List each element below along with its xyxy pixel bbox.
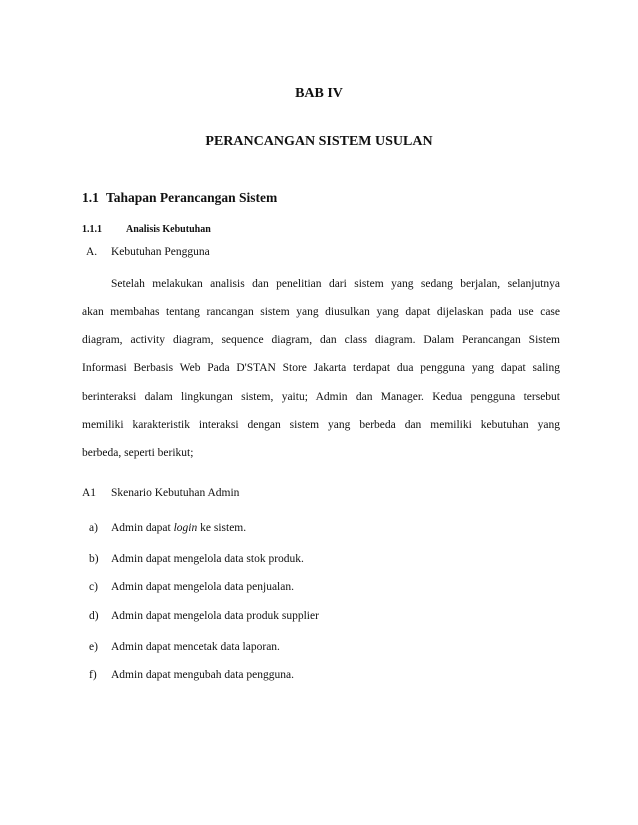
paragraph-line: berinteraksi dalam lingkungan sistem, yaitu; Admin dan Manager. Kedua pengguna tersebut [82, 391, 560, 403]
list-marker: d) [89, 610, 99, 622]
list-marker: c) [89, 581, 98, 593]
part-a-title: Kebutuhan Pengguna [111, 246, 210, 258]
list-text: Admin dapat login ke sistem. [111, 522, 247, 534]
list-marker: b) [89, 553, 99, 565]
paragraph-line: memiliki karakteristik interaksi dengan sistem yang berbeda dan memiliki kebutuhan yang [82, 419, 560, 431]
chapter-title: PERANCANGAN SISTEM USULAN [205, 134, 433, 149]
list-text: Admin dapat mencetak data laporan. [111, 641, 280, 653]
list-text: Admin dapat mengelola data penjualan. [111, 581, 294, 593]
paragraph-line: berbeda, seperti berikut; [82, 447, 194, 459]
list-marker: a) [89, 522, 98, 534]
list-text: Admin dapat mengelola data produk supplier [111, 610, 319, 622]
scenario-title: Skenario Kebutuhan Admin [111, 487, 240, 499]
scenario-label: A1 [82, 487, 97, 499]
subsection-title: Analisis Kebutuhan [126, 224, 211, 235]
list-marker: f) [89, 669, 97, 681]
list-text: Admin dapat mengubah data pengguna. [111, 669, 294, 681]
paragraph-line: diagram, activity diagram, sequence diagram, dan class diagram. Dalam Perancangan Sistem [82, 334, 560, 346]
section-number: 1.1 [82, 190, 99, 205]
subsection-number: 1.1.1 [82, 224, 102, 235]
paragraph-line: Setelah melakukan analisis dan penelitian dari sistem yang sedang berjalan, selanjutnya [111, 278, 560, 290]
chapter-label: BAB IV [295, 86, 343, 101]
section-title: Tahapan Perancangan Sistem [106, 190, 278, 205]
paragraph-line: akan membahas tentang rancangan sistem yang diusulkan yang dapat dijelaskan pada use case [82, 306, 560, 318]
list-marker: e) [89, 641, 98, 653]
list-text: Admin dapat mengelola data stok produk. [111, 553, 304, 565]
paragraph-line: Informasi Berbasis Web Pada D'STAN Store Jakarta terdapat dua pengguna yang dapat saling [82, 362, 560, 374]
part-a-label: A. [86, 246, 98, 258]
